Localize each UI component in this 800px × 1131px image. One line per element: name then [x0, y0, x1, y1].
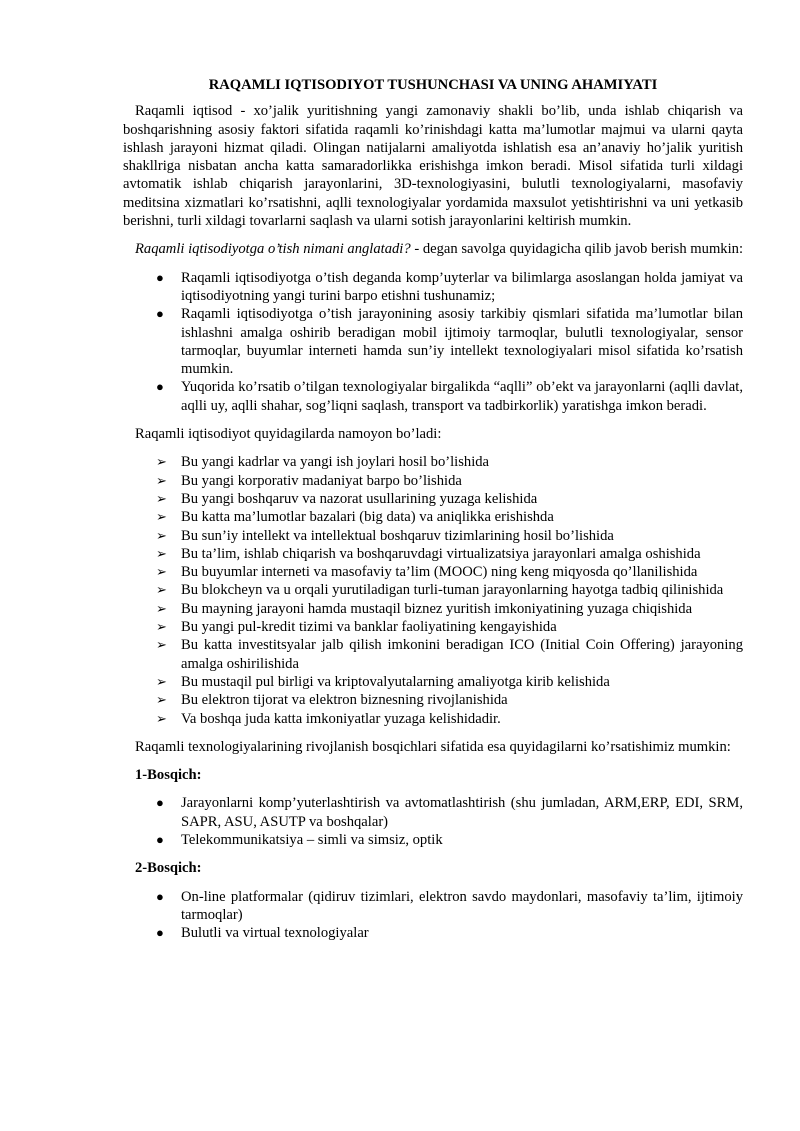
- list-item: ➢ Bu yangi kadrlar va yangi ish joylari hosil bo’lishida: [156, 454, 490, 471]
- list-item: ➢ Bu katta investitsyalar jalb qilish imkonini beradigan ICO (Initial Coin Offering) jarayoning amalga oshirilishida: [156, 637, 743, 672]
- list-item: ➢ Bu mayning jarayoni hamda mustaqil biznez yuritish imkoniyatining yuzaga chiqishida: [156, 600, 693, 617]
- question-italic: Raqamli iqtisodiyotga o’tish nimani anglatadi?: [135, 241, 411, 258]
- question-rest: - degan savolga quyidagicha qilib javob berish mumkin:: [410, 241, 744, 258]
- stage-2-heading: 2-Bosqich:: [135, 860, 202, 877]
- list-item: ● Yuqorida ko’rsatib o’tilgan texnologiyalar birgalikda “aqlli” ob’ekt va jarayonlarni (aqlli davlat, aqlli uy, aqlli shahar, sog’liqni saqlash, transport va tadbirkorlik) yaratishga imkon beradi.: [156, 379, 743, 414]
- list-item: ➢ Bu yangi pul-kredit tizimi va banklar faoliyatining kengayishida: [156, 619, 557, 636]
- list-item: ➢ Bu elektron tijorat va elektron biznesning rivojlanishida: [156, 692, 508, 709]
- arrow-icon: ➢: [156, 637, 167, 653]
- arrow-icon: ➢: [156, 692, 167, 708]
- arrow-icon: ➢: [156, 710, 167, 726]
- list-item: ➢ Bu buyumlar interneti va masofaviy ta’lim (MOOC) ning keng miqyosda qo’llanilishida: [156, 564, 698, 581]
- arrow-icon: ➢: [156, 600, 167, 616]
- stages-intro: Raqamli texnologiyalarining rivojlanish bosqichlari sifatida esa quyidagilarni ko’rsatishimiz mumkin:: [135, 738, 731, 755]
- bullet-icon: ●: [156, 831, 164, 847]
- list-item: ➢ Va boshqa juda katta imkoniyatlar yuzaga kelishidadir.: [156, 710, 501, 727]
- list-item: ➢ Bu sun’iy intellekt va intellektual boshqaruv tizimlarining hosil bo’lishida: [156, 527, 614, 544]
- arrow-icon: ➢: [156, 527, 167, 543]
- arrow-icon: ➢: [156, 509, 167, 525]
- list-item: ➢ Bu yangi boshqaruv va nazorat usullarining yuzaga kelishida: [156, 490, 538, 507]
- bullet-list-definitions: [123, 269, 743, 415]
- arrow-icon: ➢: [156, 454, 167, 470]
- bullet-icon: ●: [156, 269, 164, 285]
- manifest-intro: Raqamli iqtisodiyot quyidagilarda namoyon bo’ladi:: [135, 426, 442, 443]
- list-item: ● On-line platformalar (qidiruv tizimlari, elektron savdo maydonlari, masofaviy ta’lim, ijtimoiy tarmoqlar): [156, 888, 743, 923]
- intro-paragraph: Raqamli iqtisod - xo’jalik yuritishning yangi zamonaviy shakli bo’lib, unda ishlab chiqarish va boshqarishning asosiy faktori sifatida raqamli ko’rinishdagi katta ma’lumotlar majmui va ularni qayta ishlash jarayoni hizmat qiladi. Olingan natijalarni amaliyotda ishlatish esa an’anaviy ho’jalik yuritish shakllriga nisbatan ancha katta samaradorlikka erishishga imkon beradi. Misol sifatida turli xildagi avtomatik ishlab chiqarish jarayonlarini, 3D-texnologiyasini, bulutli texnologiyalarni, masofaviy meditsina xizmatlari ko’rsatishni, aqlli texnologiyalar yordamida maxsulot yetishtirishni va uni yetkasib berishni, turli xildagi tovarlarni saqlash va ularni sotish jarayonlarini keltirish mumkin.: [123, 103, 743, 230]
- arrow-list-manifestations: [123, 453, 743, 727]
- bullet-icon: ●: [156, 795, 164, 811]
- arrow-icon: ➢: [156, 564, 167, 580]
- list-item: ➢ Bu yangi korporativ madaniyat barpo bo’lishida: [156, 472, 462, 489]
- list-item: ➢ Bu katta ma’lumotlar bazalari (big data) va aniqlikka erishishda: [156, 509, 554, 526]
- bullet-icon: ●: [156, 379, 164, 395]
- stage-1-list: [123, 794, 743, 849]
- list-item: ● Telekommunikatsiya – simli va simsiz, optik: [156, 831, 443, 848]
- arrow-icon: ➢: [156, 545, 167, 561]
- arrow-icon: ➢: [156, 619, 167, 635]
- list-item: ➢ Bu blokcheyn va u orqali yurutiladigan turli-tuman jarayonlarning hayotga tadbiq qilinishida: [156, 582, 724, 599]
- bullet-icon: ●: [156, 925, 164, 941]
- list-item: ● Jarayonlarni komp’yuterlashtirish va avtomatlashtirish (shu jumladan, ARM,ERP, EDI, SRM, SAPR, ASU, ASUTP va boshqalar): [156, 795, 743, 830]
- stage-1-heading: 1-Bosqich:: [135, 767, 202, 784]
- list-item: ● Raqamli iqtisodiyotga o’tish deganda komp’uyterlar va bilimlarga asoslangan holda jamiyat va iqtisodiyotning yangi turini barpo etishni tushunamiz;: [156, 269, 743, 304]
- arrow-icon: ➢: [156, 582, 167, 598]
- document-body: [123, 76, 743, 952]
- question-paragraph: [123, 240, 743, 258]
- bullet-icon: ●: [156, 306, 164, 322]
- stage-2-list: [123, 888, 743, 943]
- list-item: ➢ Bu mustaqil pul birligi va kriptovalyutalarning amaliyotga kirib kelishida: [156, 673, 610, 690]
- arrow-icon: ➢: [156, 472, 167, 488]
- bullet-icon: ●: [156, 888, 164, 904]
- document-title: RAQAMLI IQTISODIYOT TUSHUNCHASI VA UNING AHAMIYATI: [208, 77, 658, 93]
- list-item: ● Bulutli va virtual texnologiyalar: [156, 925, 369, 942]
- arrow-icon: ➢: [156, 490, 167, 506]
- list-item: ➢ Bu ta’lim, ishlab chiqarish va boshqaruvdagi virtualizatsiya jarayonlari amalga oshishida: [156, 545, 701, 562]
- list-item: ● Raqamli iqtisodiyotga o’tish jarayonining asosiy tarkibiy qismlari sifatida ma’lumotlar bilan ishlashni amalga oshirib beradigan mobil ijtimoiy tarmoqlar, bulutli texnologiyalar, sensor tarmoqlar, buyumlar interneti hamda sun’iy intellekt texnologiyalari misol sifatida ko’rsatish mumkin.: [156, 306, 743, 378]
- arrow-icon: ➢: [156, 673, 167, 689]
